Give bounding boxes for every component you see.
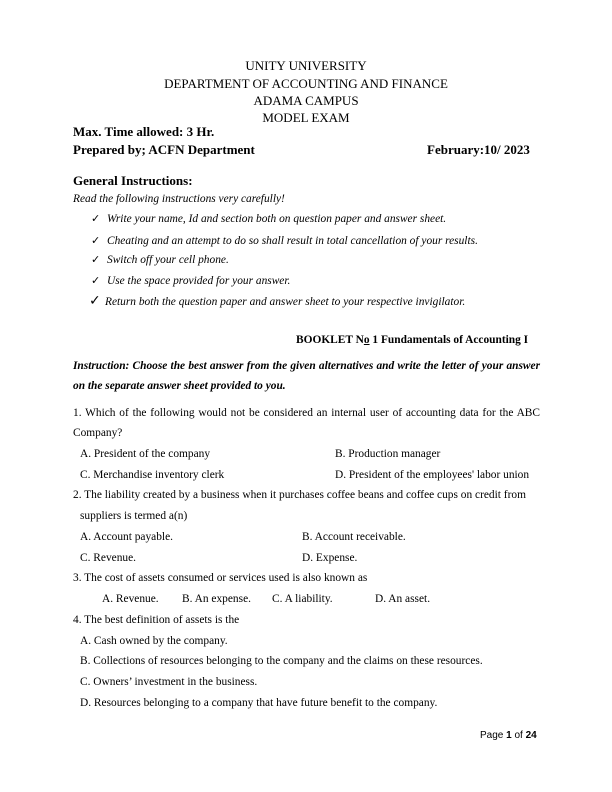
question-1-option-c: C. Merchandise inventory clerk (80, 469, 225, 481)
question-4-option-a: A. Cash owned by the company. (80, 635, 228, 647)
question-1-text: 1. Which of the following would not be considered an internal user of accounting data for the ABC Company? (73, 407, 540, 439)
question-3-option-b: B. An expense. (182, 593, 251, 605)
question-1-option-b: B. Production manager (335, 448, 441, 460)
checkmark-icon: ✓ (91, 234, 101, 247)
campus-name: ADAMA CAMPUS (253, 93, 359, 108)
exam-title: MODEL EXAM (262, 110, 350, 125)
question-2-option-a: A. Account payable. (80, 531, 173, 543)
instruction-item: ✓ Cheating and an attempt to do so shall result in total cancellation of your results. (91, 234, 478, 247)
section-instruction: Instruction: Choose the best answer from the given alternatives and write the letter of your answer on the separate answer sheet provided to you. (73, 360, 540, 392)
university-name: UNITY UNIVERSITY (245, 58, 367, 73)
question-2-option-d: D. Expense. (302, 552, 358, 564)
prepared-by: Prepared by; ACFN Department (73, 142, 255, 157)
question-2-option-b: B. Account receivable. (302, 531, 406, 543)
instruction-item: ✓ Write your name, Id and section both on question paper and answer sheet. (91, 212, 447, 225)
question-3-option-d: D. An asset. (375, 593, 431, 605)
booklet-title: BOOKLET No 1 Fundamentals of Accounting I (296, 334, 529, 346)
question-2-option-c: C. Revenue. (80, 552, 136, 564)
instruction-item: ✓ Switch off your cell phone. (91, 253, 229, 266)
page-number: Page 1 of 24 (480, 730, 537, 741)
checkmark-icon: ✓ (89, 293, 101, 309)
question-3-text: 3. The cost of assets consumed or services used is also known as (73, 572, 368, 584)
question-3-option-a: A. Revenue. (102, 593, 159, 605)
checkmark-icon: ✓ (91, 253, 101, 266)
question-2-text: 2. The liability created by a business when it purchases coffee beans and coffee cups on credit from (73, 489, 526, 501)
question-4-option-b: B. Collections of resources belonging to the company and the claims on these resources. (80, 655, 483, 667)
instructions-intro: Read the following instructions very carefully! (73, 193, 285, 205)
question-4-option-d: D. Resources belonging to a company that have future benefit to the company. (80, 697, 438, 709)
question-4-text: 4. The best definition of assets is the (73, 614, 240, 626)
time-allowed: Max. Time allowed: 3 Hr. (73, 124, 215, 139)
question-3-option-c: C. A liability. (272, 593, 333, 605)
exam-date: February:10/ 2023 (427, 142, 530, 157)
question-4-option-c: C. Owners’ investment in the business. (80, 676, 258, 688)
instruction-item: ✓ Return both the question paper and answer sheet to your respective invigilator. (89, 293, 466, 309)
question-2-text-cont: suppliers is termed a(n) (80, 510, 188, 522)
checkmark-icon: ✓ (91, 212, 101, 225)
question-1-option-d: D. President of the employees' labor union (335, 469, 530, 481)
general-instructions-heading: General Instructions: (73, 173, 193, 188)
checkmark-icon: ✓ (91, 274, 101, 287)
instruction-item: ✓ Use the space provided for your answer. (91, 274, 291, 287)
question-1-option-a: A. President of the company (80, 448, 211, 460)
department-name: DEPARTMENT OF ACCOUNTING AND FINANCE (164, 76, 448, 91)
